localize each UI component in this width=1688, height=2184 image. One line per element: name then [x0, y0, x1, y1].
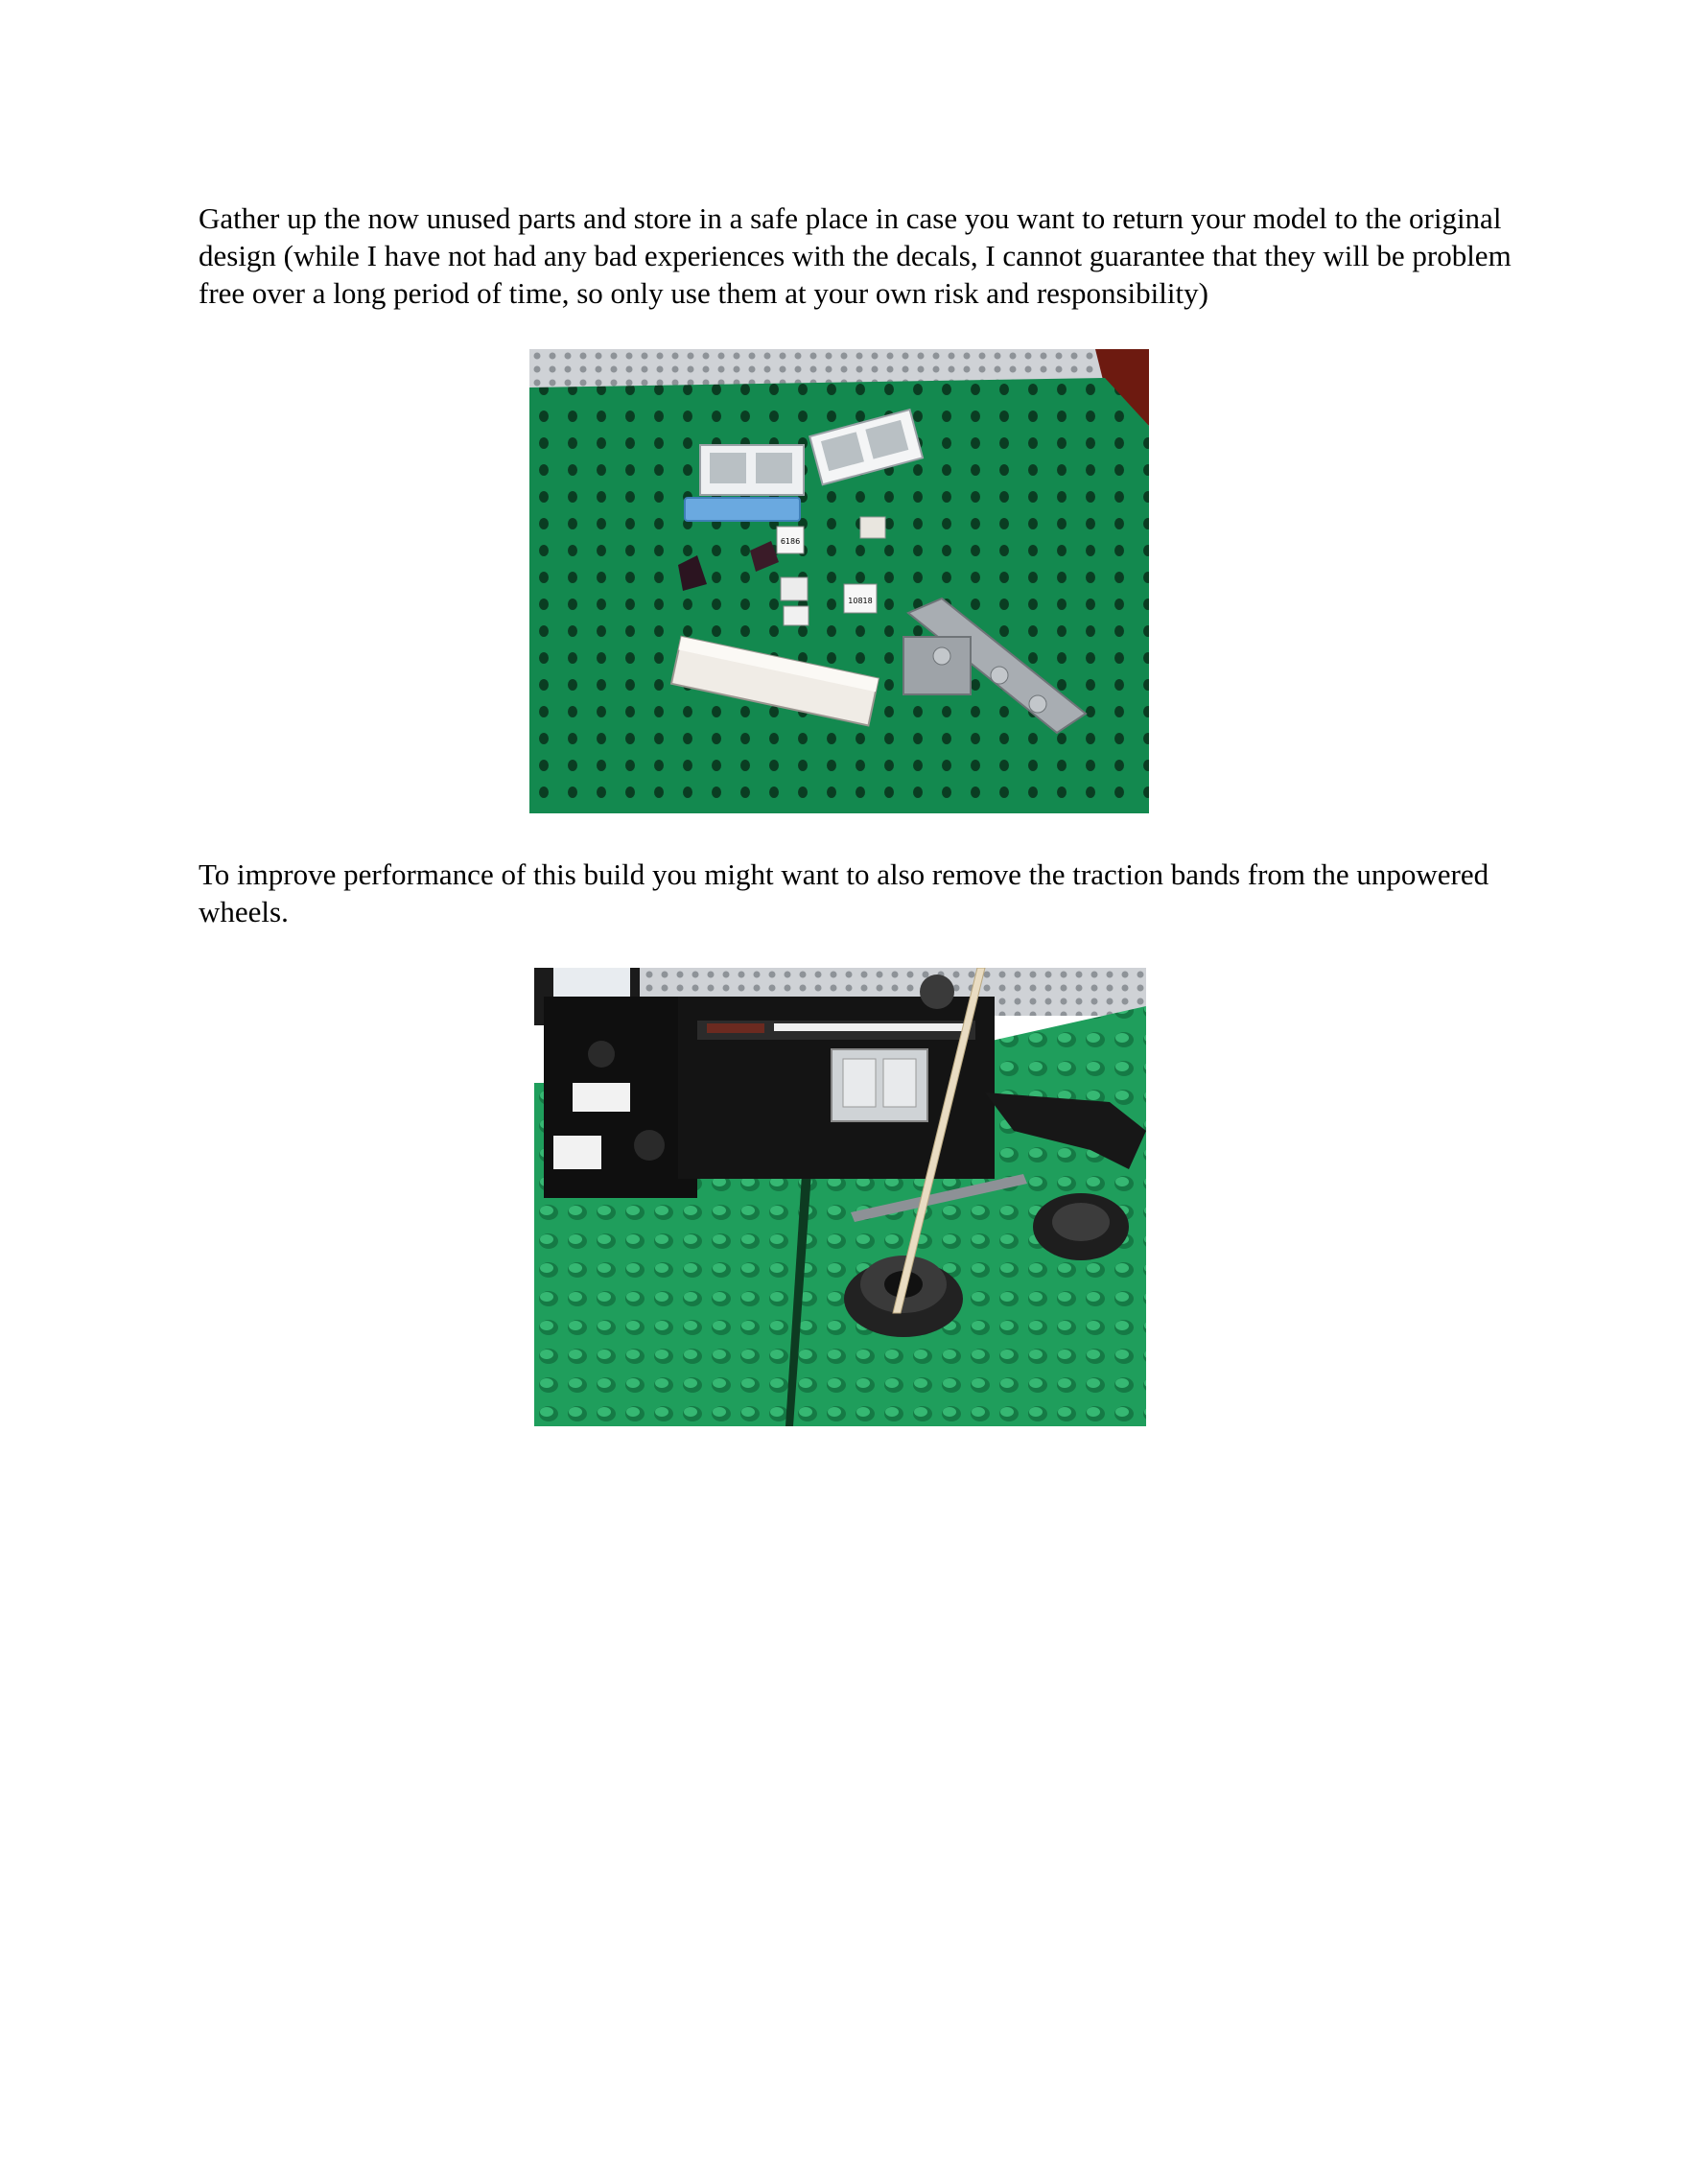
paragraph-traction-bands: To improve performance of this build you might want to also remove the traction bands from the unpowered wheels. [199, 857, 1489, 928]
white-tile-small-2 [784, 606, 809, 625]
white-tile-small [781, 577, 808, 600]
wheel-right [1033, 1193, 1129, 1260]
white-window-frame-1 [700, 445, 804, 495]
light-blue-plate [685, 498, 800, 521]
paragraph-unused-parts: Gather up the now unused parts and store in a safe place in case you want to return your model to the original design (while I have not had any bad experiences with the decals, I cannot guarantee that they will be problem free over a long period of time, so only use them at your own risk and responsibility) [199, 201, 1512, 310]
train-chassis [534, 968, 995, 1198]
photo-traction-bands [534, 968, 1146, 1426]
svg-text:6186: 6186 [780, 537, 801, 546]
svg-text:10818: 10818 [848, 597, 873, 605]
photo-unused-parts [529, 349, 1149, 813]
small-tile-6186 [777, 527, 804, 553]
small-tile-10818 [844, 584, 877, 613]
small-tile [860, 517, 885, 538]
